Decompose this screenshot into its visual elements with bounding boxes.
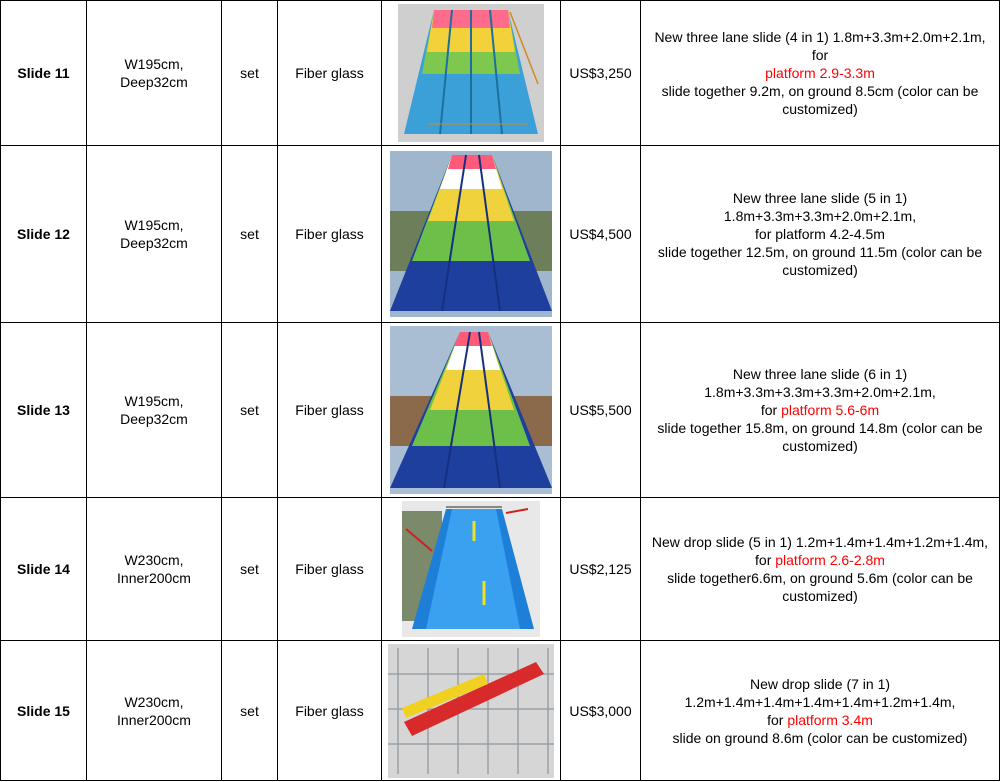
slide-photo-cell — [382, 323, 561, 498]
slide-description: New drop slide (5 in 1) 1.2m+1.4m+1.4m+1.2m+1.4m, for platform 2.6-2.8m slide together6.6m, on ground 5.6m (color can be customized) — [641, 498, 1000, 641]
table-row — [1, 498, 1000, 641]
slide-size: W230cm, Inner200cm — [87, 641, 222, 781]
slide-name: Slide 14 — [1, 498, 87, 641]
slide-price: US$4,500 — [561, 146, 641, 323]
slide-size: W230cm, Inner200cm — [87, 498, 222, 641]
platform-height: platform 5.6-6m — [781, 402, 880, 418]
three-lane-slide-6in1-photo — [390, 326, 552, 494]
platform-height: platform 3.4m — [787, 711, 873, 728]
slide-name: Slide 11 — [1, 1, 87, 146]
slide-price: US$5,500 — [561, 323, 641, 498]
table-row — [1, 146, 1000, 323]
slide-price: US$2,125 — [561, 498, 641, 641]
slide-name: Slide 12 — [1, 146, 87, 323]
slide-description: New three lane slide (4 in 1) 1.8m+3.3m+2.0m+2.1m, for platform 2.9-3.3m slide together 9.2m, on ground 8.5cm (color can be customized) — [641, 1, 1000, 146]
slide-description: New drop slide (7 in 1) 1.2m+1.4m+1.4m+1.4m+1.4m+1.2m+1.4m, for platform 3.4m slide on ground 8.6m (color can be customized) — [641, 641, 1000, 781]
slide-size: W195cm, Deep32cm — [87, 323, 222, 498]
table-row — [1, 641, 1000, 781]
slide-description: New three lane slide (6 in 1) 1.8m+3.3m+3.3m+3.3m+2.0m+2.1m, for platform 5.6-6m slide together 15.8m, on ground 14.8m (color can be customized) — [641, 323, 1000, 498]
table-row — [1, 1, 1000, 146]
slide-unit: set — [222, 323, 278, 498]
slide-photo-cell — [382, 146, 561, 323]
three-lane-slide-5in1-photo — [390, 151, 552, 317]
drop-slide-5in1-photo — [402, 501, 540, 637]
slide-name: Slide 15 — [1, 641, 87, 781]
slide-size: W195cm, Deep32cm — [87, 146, 222, 323]
slide-unit: set — [222, 641, 278, 781]
platform-height: platform 2.6-2.8m — [775, 552, 885, 568]
slide-size: W195cm, Deep32cm — [87, 1, 222, 146]
drop-slide-7in1-photo — [388, 644, 554, 778]
table-row — [1, 323, 1000, 498]
slide-material: Fiber glass — [278, 146, 382, 323]
slide-price: US$3,000 — [561, 641, 641, 781]
slide-unit: set — [222, 498, 278, 641]
three-lane-slide-4in1-photo — [398, 4, 544, 142]
slide-description: New three lane slide (5 in 1) 1.8m+3.3m+3.3m+2.0m+2.1m, for platform 4.2-4.5m slide together 12.5m, on ground 11.5m (color can be customized) — [641, 146, 1000, 323]
slide-photo-cell — [382, 498, 561, 641]
slide-name: Slide 13 — [1, 323, 87, 498]
slide-material: Fiber glass — [278, 323, 382, 498]
slide-material: Fiber glass — [278, 1, 382, 146]
slide-unit: set — [222, 1, 278, 146]
slide-price: US$3,250 — [561, 1, 641, 146]
slide-material: Fiber glass — [278, 641, 382, 781]
platform-height: platform 2.9-3.3m — [765, 65, 875, 81]
slide-unit: set — [222, 146, 278, 323]
slide-photo-cell — [382, 641, 561, 781]
slide-material: Fiber glass — [278, 498, 382, 641]
slide-photo-cell — [382, 1, 561, 146]
